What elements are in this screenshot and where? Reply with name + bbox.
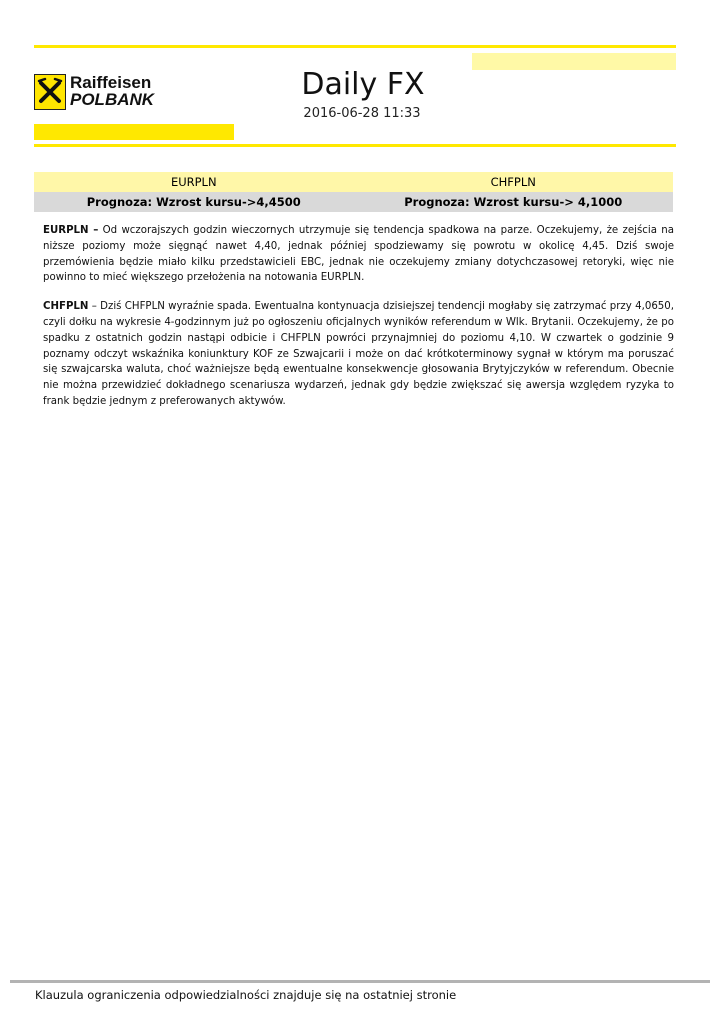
top-divider (34, 45, 676, 48)
paragraph-body: Od wczorajszych godzin wieczornych utrzymuje się tendencja spadkowa na parze. Oczekujemy, że zejścia na niższe poziomy może sięgnąć nawet 4,40, jednak później spodziewamy się powrotu w okolicę 4,45. Dziś swoje przemówienia będzie miało kilku przedstawicieli EBC, jednak nie oczekujemy zmiany dotychczasowej retoryki, więc nie powinno to mieć większego przełożenia na notowania EURPLN. (43, 225, 674, 284)
raiffeisen-cross-icon (34, 74, 66, 110)
header-accent-band (472, 53, 676, 70)
forecast-chfpln: Prognoza: Wzrost kursu-> 4,1000 (404, 195, 623, 209)
logo-wordmark-line2: POLBANK (70, 90, 155, 109)
disclaimer-note: Klauzula ograniczenia odpowiedzialności znajduje się na ostatniej stronie (35, 988, 457, 1002)
paragraph-lead: CHFPLN (43, 301, 89, 313)
footer-divider (10, 980, 710, 983)
paragraph-lead: EURPLN – (43, 225, 99, 236)
paragraph-eurpln (43, 223, 674, 286)
page-title: Daily FX (301, 67, 425, 102)
table-header-row (34, 172, 673, 192)
logo-wordmark-line1: Raiffeisen (70, 73, 152, 92)
forecast-eurpln: Prognoza: Wzrost kursu->4,4500 (86, 195, 301, 209)
paragraph-body: – Dziś CHFPLN wyraźnie spada. Ewentualna kontynuacja dzisiejszej tendencji mogłaby się zatrzymać przy 4,0650, czyli dołku na wykresie 4-godzinnym już po ogłoszeniu oficjalnych wyników referendum w Wlk. Brytanii. Oczekujemy, że po spadku z ostatnich godzin nastąpi odbicie i CHFPLN powróci przynajmniej do poziomu 4,10. W czwartek o godzinie 9 poznamy odczyt wskaźnika koniunktury KOF ze Szwajcarii i może on dać krótkoterminowy sygnał w którym ma poruszać się szwajcarska waluta, choć ważniejsze będą ewentualne konsekwencje głosowania Brytyjczyków w referendum. Obecnie nie można przewidzieć dokładnego scenariusza wydarzeń, jednak gdy będzie zwiększać się awersja względem ryzyka to frank będzie jednym z preferowanych aktywów. (43, 301, 674, 407)
raiffeisen-polbank-logo (34, 74, 162, 110)
header-divider (34, 144, 676, 147)
table-forecast-row (34, 192, 673, 212)
forecast-table (34, 172, 673, 212)
pair-chfpln-header: CHFPLN (490, 175, 536, 189)
pair-eurpln-header: EURPLN (170, 175, 217, 189)
report-datetime: 2016-06-28 11:33 (303, 106, 421, 121)
paragraph-chfpln (43, 299, 674, 410)
header-left-band (34, 124, 234, 140)
commentary (43, 223, 674, 423)
